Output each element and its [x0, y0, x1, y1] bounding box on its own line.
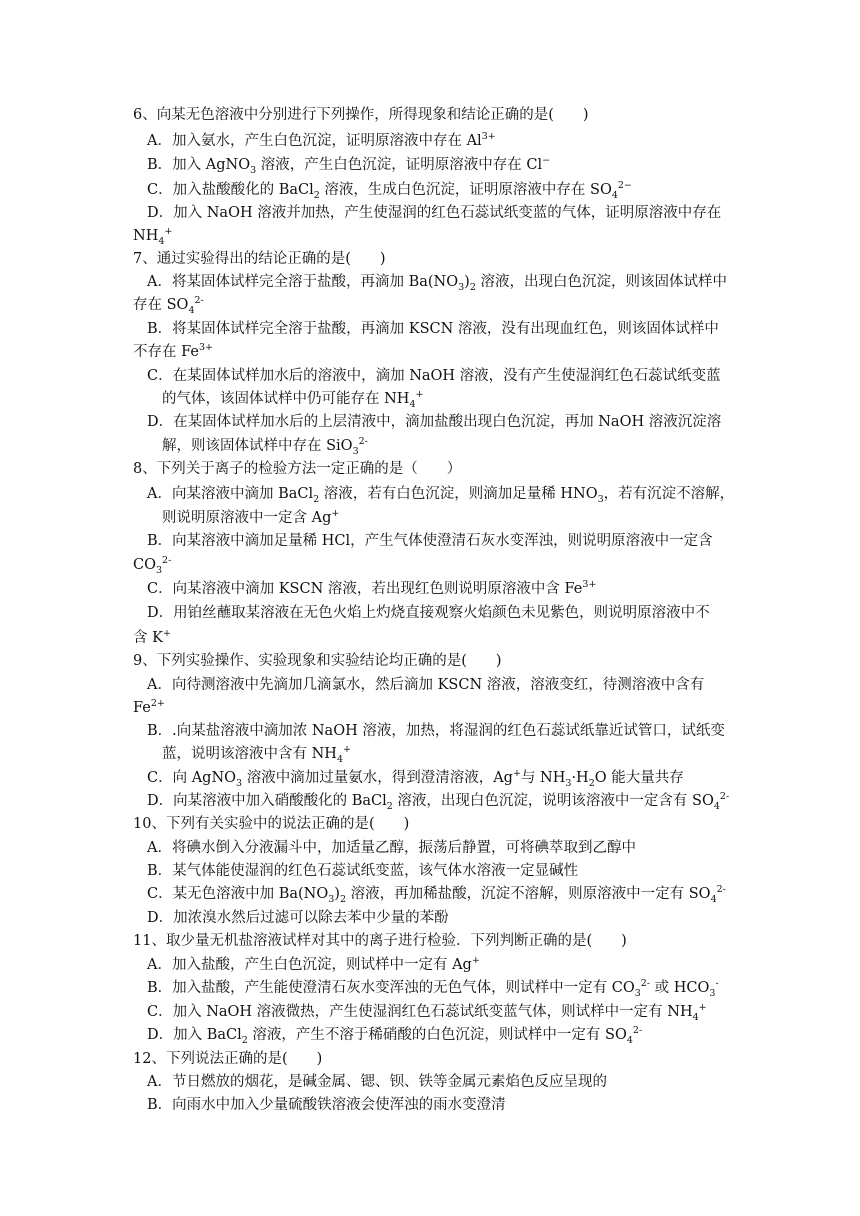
subscript: 2 [339, 893, 347, 905]
q7-option-b [147, 318, 719, 340]
superscript: 2- [358, 436, 368, 448]
text-run: B．将某固体试样完全溶于盐酸，再滴加 KSCN 溶液，没有出现血红色，则该固体试样中 [147, 321, 719, 337]
superscript: 3+ [198, 342, 213, 354]
question-8-stem [133, 458, 461, 480]
q8-option-d-cont [133, 627, 171, 649]
q9-option-a [147, 674, 704, 696]
text-run: D．用铂丝蘸取某溶液在无色火焰上灼烧直接观察火焰颜色未见紫色，则说明原溶液中不 [147, 605, 710, 621]
text-run: 溶液，若有白色沉淀，则滴加足量稀 HNO [319, 486, 598, 502]
text-run: 6、向某无色溶液中分别进行下列操作，所得现象和结论正确的是( ) [133, 107, 589, 123]
q7-option-c [147, 365, 721, 387]
q9-option-d [147, 790, 729, 812]
text-run: A．向某溶液中滴加 BaCl [147, 486, 314, 502]
subscript: 3 [565, 777, 572, 789]
subscript: 2 [241, 1034, 248, 1046]
subscript: 4 [336, 753, 343, 765]
text-run: A．向待测溶液中先滴加几滴氯水，然后滴加 KSCN 溶液，溶液变红，待测溶液中含有 [147, 677, 705, 693]
q8-option-d [147, 602, 710, 624]
superscript: 2- [640, 978, 651, 990]
q10-option-a [147, 837, 636, 859]
text-run: 溶液，出现白色沉淀，则该固体试样中 [475, 274, 727, 290]
superscript: + [343, 744, 351, 756]
text-run: B．向某溶液中滴加足量稀 HCl，产生气体使澄清石灰水变浑浊，则说明原溶液中一定含 [147, 533, 713, 549]
text-run: D．加浓溴水然后过滤可以除去苯中少量的苯酚 [147, 910, 449, 926]
text-run: C．某无色溶液中加 Ba(NO [147, 886, 329, 902]
text-run: 的气体，该固体试样中仍可能存在 NH [162, 391, 410, 407]
superscript: 2- [716, 884, 726, 896]
text-run: CO [133, 557, 156, 573]
q6-option-a [147, 130, 496, 152]
subscript: 3 [709, 987, 716, 999]
text-run: O 能大量共存 [594, 770, 684, 786]
superscript: + [471, 955, 480, 967]
text-run: D．加入 BaCl [147, 1027, 242, 1043]
q10-option-c [147, 883, 726, 905]
subscript: 2 [588, 777, 595, 789]
subscript: 4 [713, 800, 720, 812]
superscript: + [512, 768, 521, 780]
q11-option-a [147, 954, 480, 976]
text-run: 9、下列实验操作、实验现象和实验结论均正确的是( ) [133, 653, 502, 669]
text-run: 或 HCO [650, 980, 710, 996]
text-run: C．向 AgNO [147, 770, 237, 786]
superscript: 2− [617, 180, 632, 192]
q11-option-d [147, 1024, 642, 1046]
superscript: 2- [719, 791, 730, 803]
question-10-stem [133, 813, 409, 835]
question-12-stem [133, 1048, 322, 1070]
q10-option-d [147, 907, 449, 929]
superscript: 3+ [582, 579, 597, 591]
superscript: − [542, 155, 551, 167]
text-run: B．加入 AgNO [147, 157, 251, 173]
subscript: 2 [313, 493, 320, 505]
text-run: 11、取少量无机盐溶液试样对其中的离子进行检验．下列判断正确的是( ) [133, 933, 627, 949]
text-run: D．向某溶液中加入硝酸酸化的 BaCl [147, 793, 387, 809]
q12-option-a [147, 1071, 607, 1093]
q6-option-c [147, 179, 632, 201]
text-run: 溶液，生成白色沉淀，证明原溶液中存在 SO [319, 182, 612, 198]
text-run: 10、下列有关实验中的说法正确的是( ) [133, 816, 410, 832]
text-run: D．加入 NaOH 溶液并加热，产生使湿润的红色石蕊试纸变蓝的气体，证明原溶液中存在 [147, 205, 722, 221]
subscript: 4 [158, 235, 165, 247]
superscript: + [415, 389, 424, 401]
superscript: 3+ [481, 131, 496, 143]
q7-option-a-cont [133, 294, 204, 316]
q7-option-a [147, 271, 727, 293]
q7-option-d [147, 411, 721, 433]
superscript: + [331, 508, 340, 520]
text-run: 溶液，产生白色沉淀，证明原溶液中存在 Cl [256, 157, 543, 173]
q7-option-d-cont [162, 435, 368, 457]
subscript: 4 [626, 1034, 633, 1046]
question-6-stem [133, 104, 589, 126]
text-run: A．将某固体试样完全溶于盐酸，再滴加 Ba(NO [147, 274, 459, 290]
q8-option-c [147, 578, 596, 600]
text-run: 与 NH [520, 770, 566, 786]
text-run: A．加入盐酸，产生白色沉淀，则试样中一定有 Ag [147, 957, 472, 973]
text-run: B．某气体能使湿润的红色石蕊试纸变蓝，该气体水溶液一定显碱性 [147, 863, 579, 879]
text-run: 蓝，说明该溶液中含有 NH [162, 746, 337, 762]
superscript: 2- [162, 555, 172, 567]
subscript: 3 [458, 281, 465, 293]
text-run: C．加入 NaOH 溶液微热，产生使湿润红色石蕊试纸变蓝气体，则试样中一定有 NH [147, 1004, 693, 1020]
text-run: 不存在 Fe [133, 344, 199, 360]
text-run: B．.向某盐溶液中滴加浓 NaOH 溶液，加热，将湿润的红色石蕊试纸靠近试管口，试纸变 [147, 723, 725, 739]
subscript: 3 [155, 564, 163, 576]
superscript: + [698, 1002, 707, 1014]
subscript: 3 [236, 777, 243, 789]
text-run: ·H [571, 770, 589, 786]
q7-option-b-cont [133, 341, 213, 363]
superscript: 2- [194, 295, 204, 307]
text-run: 存在 SO [133, 297, 189, 313]
question-9-stem [133, 650, 502, 672]
text-run: 则说明原溶液中一定含 Ag [162, 510, 332, 526]
q7-option-c-cont [162, 388, 423, 410]
q8-option-a [147, 483, 734, 505]
question-11-stem [133, 930, 627, 952]
subscript: 3 [597, 493, 604, 505]
q11-option-c [147, 1001, 707, 1023]
text-run: 解，则该固体试样中存在 SiO [162, 438, 353, 454]
q9-option-b [147, 720, 725, 742]
text-run: ，若有沉淀不溶解， [603, 486, 735, 502]
subscript: 3 [352, 445, 359, 457]
superscript: + [162, 628, 171, 640]
text-run: C．向某溶液中滴加 KSCN 溶液，若出现红色则说明原溶液中含 Fe [147, 581, 583, 597]
text-run: Fe [133, 700, 151, 716]
text-run: 溶液，产生不溶于稀硝酸的白色沉淀，则试样中一定有 SO [247, 1027, 627, 1043]
subscript: 2 [313, 189, 320, 201]
subscript: 3 [328, 893, 335, 905]
text-run: B．向雨水中加入少量硫酸铁溶液会使浑浊的雨水变澄清 [147, 1097, 506, 1113]
text-run: 7、通过实验得出的结论正确的是( ) [133, 251, 386, 267]
text-run: D．在某固体试样加水后的上层清液中，滴加盐酸出现白色沉淀，再加 NaOH 溶液沉淀溶 [147, 414, 722, 430]
text-run: A．节日燃放的烟花，是碱金属、锶、钡、铁等金属元素焰色反应呈现的 [147, 1074, 607, 1090]
superscript: - [715, 978, 719, 990]
question-7-stem [133, 248, 386, 270]
text-run: ) [334, 886, 340, 902]
superscript: 2+ [150, 698, 165, 710]
subscript: 4 [692, 1011, 699, 1023]
text-run: 12、下列说法正确的是( ) [133, 1051, 323, 1067]
q6-option-b [147, 154, 550, 176]
subscript: 2 [469, 281, 476, 293]
text-run: 溶液中滴加过量氨水，得到澄清溶液，Ag [242, 770, 513, 786]
text-run: A．加入氨水，产生白色沉淀，证明原溶液中存在 Al [147, 133, 482, 149]
subscript: 4 [409, 398, 416, 410]
q8-option-a-cont [162, 507, 339, 529]
subscript: 2 [386, 800, 393, 812]
q8-option-b [147, 530, 713, 552]
q10-option-b [147, 860, 578, 882]
q6-option-d [147, 202, 721, 224]
superscript: 2- [632, 1025, 643, 1037]
subscript: 4 [188, 304, 195, 316]
superscript: + [164, 226, 173, 238]
q8-option-b-cont [133, 554, 171, 576]
q12-option-b [147, 1094, 506, 1116]
q9-option-b-cont [162, 743, 351, 765]
q9-option-c [147, 767, 684, 789]
text-run: 溶液，出现白色沉淀，说明该溶液中一定含有 SO [392, 793, 714, 809]
q6-option-d-cont [133, 225, 172, 247]
subscript: 4 [611, 189, 618, 201]
text-run: ) [464, 274, 470, 290]
text-run: C．在某固体试样加水后的溶液中，滴加 NaOH 溶液，没有产生使湿润红色石蕊试纸变蓝 [147, 368, 721, 384]
text-run: A．将碘水倒入分液漏斗中，加适量乙醇，振荡后静置，可将碘萃取到乙醇中 [147, 840, 636, 856]
text-run: NH [133, 228, 159, 244]
subscript: 3 [634, 987, 641, 999]
text-run: B．加入盐酸，产生能使澄清石灰水变浑浊的无色气体，则试样中一定有 CO [147, 980, 635, 996]
q9-option-a-cont [133, 697, 165, 719]
text-run: C．加入盐酸酸化的 BaCl [147, 182, 314, 198]
subscript: 3 [250, 164, 257, 176]
text-run: 8、下列关于离子的检验方法一定正确的是（ ） [133, 461, 462, 477]
subscript: 4 [710, 893, 717, 905]
q11-option-b [147, 977, 719, 999]
text-run: 溶液，再加稀盐酸，沉淀不溶解，则原溶液中一定有 SO [346, 886, 711, 902]
text-run: 含 K [133, 630, 163, 646]
